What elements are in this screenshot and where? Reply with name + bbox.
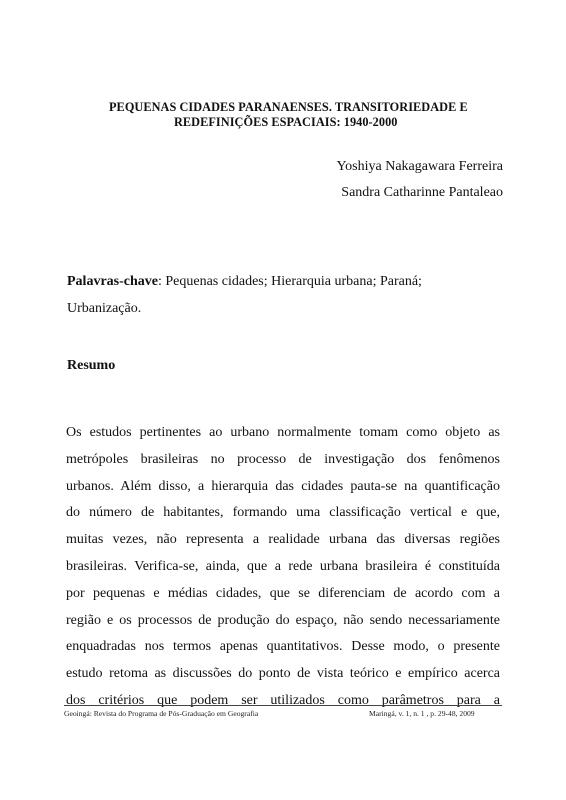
- author-name: Sandra Catharinne Pantaleao: [341, 185, 503, 200]
- abstract-line: dos critérios que podem ser utilizados como parâmetros para a: [66, 692, 500, 708]
- author-list: [336, 154, 503, 206]
- keywords-line-2: Urbanização.: [67, 301, 142, 316]
- footer-journal: Geoingá: Revista do Programa de Pós-Graduação em Geografia: [64, 709, 259, 718]
- abstract-heading: Resumo: [67, 358, 116, 373]
- abstract-line: metrópoles brasileiras no processo de investigação dos fenômenos: [66, 451, 500, 467]
- title-line-1: PEQUENAS CIDADES PARANAENSES. TRANSITORIEDADE E: [109, 100, 468, 114]
- keywords-block: [67, 268, 501, 322]
- abstract-line: muitas vezes, não representa a realidade urbana das diversas regiões: [66, 532, 500, 548]
- abstract-line: estudo retoma as discussões do ponto de vista teórico e empírico acerca: [66, 666, 500, 682]
- abstract-line: do número de habitantes, formando uma classificação vertical e que,: [66, 505, 500, 521]
- abstract-line: região e os processos de produção do espaço, não sendo necessariamente: [66, 612, 500, 628]
- footer-divider: [64, 705, 502, 706]
- abstract-line: Os estudos pertinentes ao urbano normalmente tomam como objeto as: [66, 425, 500, 440]
- footer-citation: Maringá, v. 1, n. 1 , p. 29-48, 2009: [369, 709, 475, 718]
- abstract-line: enquadradas nos termos apenas quantitativos. Desse modo, o presente: [66, 639, 500, 655]
- abstract-line: por pequenas e médias cidades, que se diferenciam de acordo com a: [66, 585, 500, 601]
- abstract-line: urbanos. Além disso, a hierarquia das cidades pauta-se na quantificação: [66, 478, 500, 494]
- author-name: Yoshiya Nakagawara Ferreira: [336, 159, 503, 174]
- title-line-2: REDEFINIÇÕES ESPACIAIS: 1940-2000: [174, 115, 398, 129]
- abstract-body: [66, 420, 500, 715]
- keywords-line-1: : Pequenas cidades; Hierarquia urbana; Paraná;: [157, 274, 422, 289]
- abstract-line: brasileiras. Verifica-se, ainda, que a rede urbana brasileira é constituída: [66, 558, 500, 574]
- keywords-label: Palavras-chave: [67, 274, 158, 289]
